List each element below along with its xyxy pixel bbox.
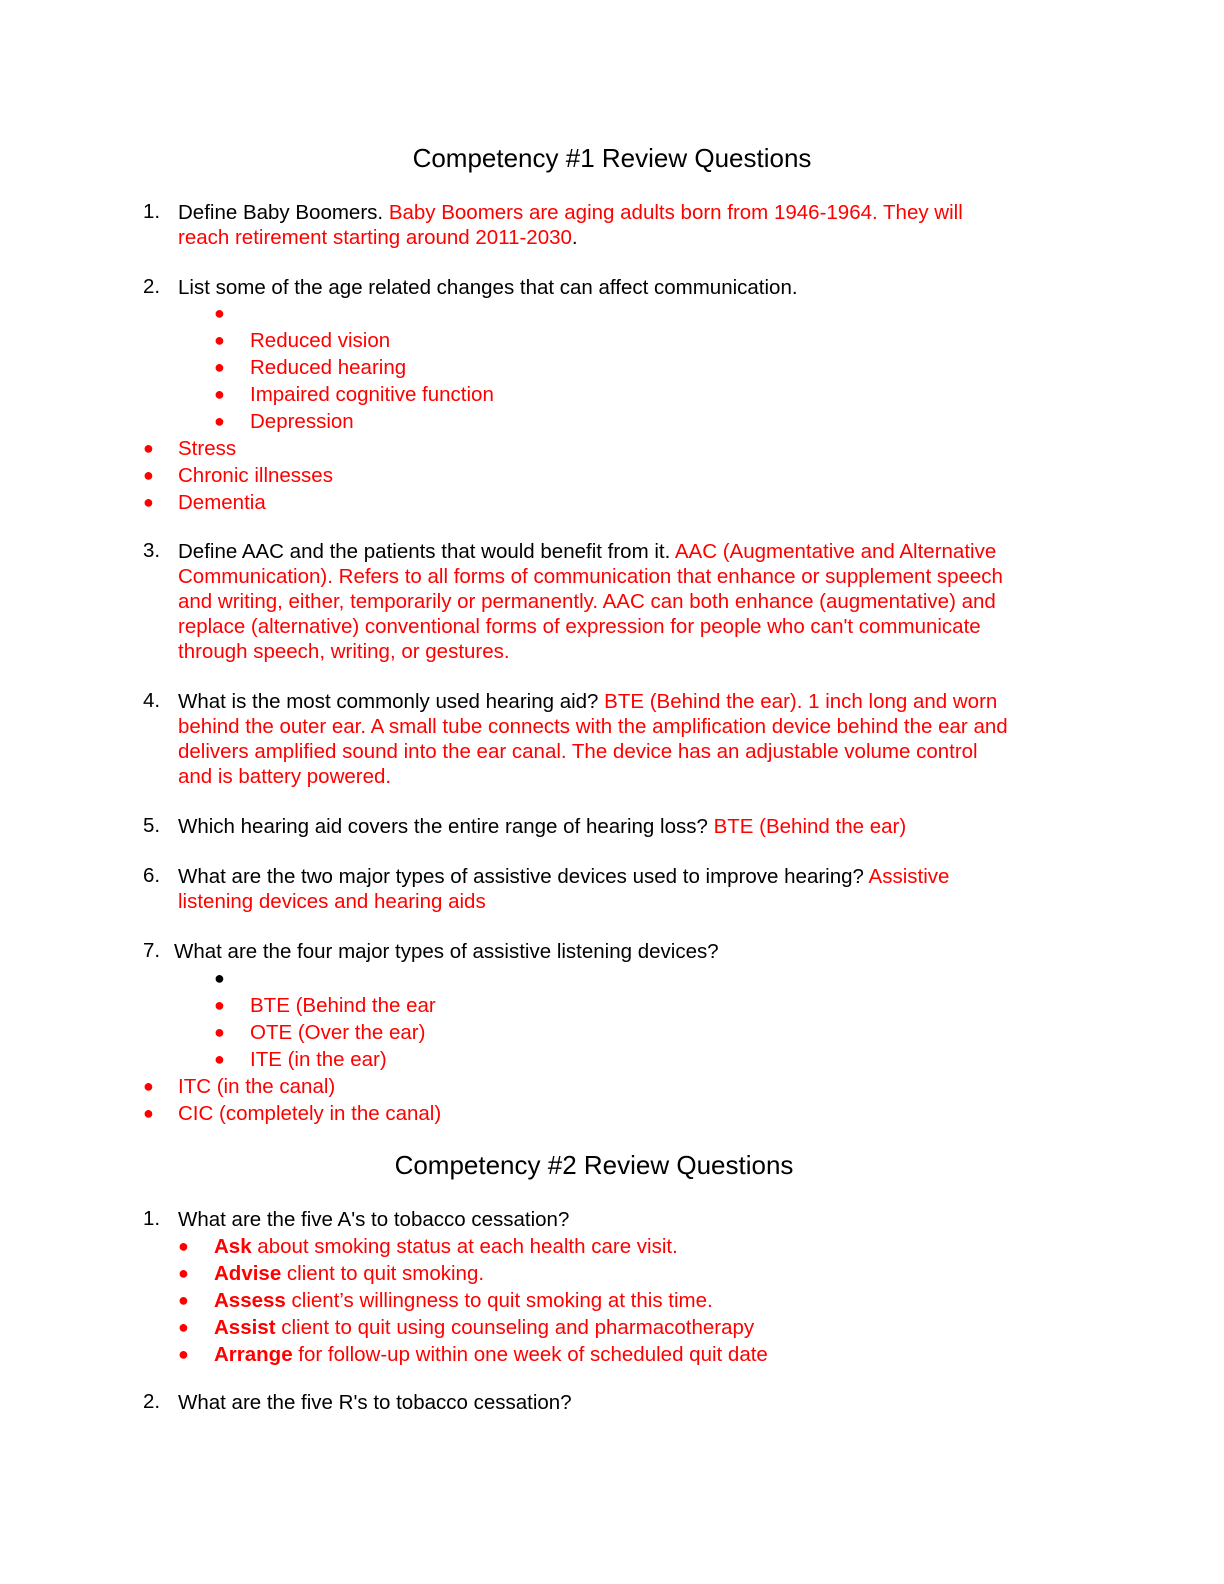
answer-text: BTE (Behind the ear) <box>713 815 907 838</box>
question-text: What are the five R's to tobacco cessation? <box>178 1391 572 1414</box>
list-item: Impaired cognitive function <box>250 383 494 406</box>
list-item <box>214 1315 754 1340</box>
answer-text: reach retirement starting around 2011-2030 <box>178 226 572 249</box>
list-item: ITC (in the canal) <box>178 1075 336 1098</box>
list-item: ITE (in the ear) <box>250 1048 387 1071</box>
list-item: Dementia <box>178 491 266 514</box>
question-number: 5. <box>143 814 161 837</box>
list-item <box>214 1234 678 1259</box>
item-text: for follow-up within one week of scheduled quit date <box>292 1343 768 1366</box>
item-text: client to quit smoking. <box>281 1262 485 1285</box>
answer-text: and writing, either, temporarily or permanently. AAC can both enhance (augmentative) and <box>178 590 996 613</box>
item-keyword: Assist <box>214 1316 276 1339</box>
item-text: about smoking status at each health care visit. <box>251 1235 678 1258</box>
answer-text: through speech, writing, or gestures. <box>178 640 510 663</box>
question-number: 1. <box>143 1207 161 1230</box>
answer-text: Assistive <box>868 865 950 888</box>
bullet-icon: ● <box>178 1344 189 1364</box>
question-text: What are the five A's to tobacco cessation? <box>178 1208 570 1231</box>
punctuation: . <box>571 226 578 249</box>
list-item: Reduced hearing <box>250 356 407 379</box>
bullet-icon: ● <box>214 330 225 350</box>
section-1-title: Competency #1 Review Questions <box>412 143 812 173</box>
bullet-icon: ● <box>143 465 154 485</box>
bullet-icon: ● <box>214 357 225 377</box>
list-item <box>214 1288 713 1313</box>
question-number: 4. <box>143 689 161 712</box>
answer-text: delivers amplified sound into the ear canal. The device has an adjustable volume control <box>178 740 978 763</box>
answer-text: and is battery powered. <box>178 765 392 788</box>
question-text: What are the two major types of assistive devices used to improve hearing? <box>178 865 864 888</box>
list-item: Chronic illnesses <box>178 464 333 487</box>
question-text: List some of the age related changes that can affect communication. <box>178 276 798 299</box>
bullet-icon: ● <box>178 1290 189 1310</box>
list-item: Reduced vision <box>250 329 391 352</box>
item-keyword: Ask <box>214 1235 252 1258</box>
answer-text: listening devices and hearing aids <box>178 890 486 913</box>
question-number: 1. <box>143 200 161 223</box>
bullet-icon: ● <box>214 995 225 1015</box>
answer-text: Baby Boomers are aging adults born from 1946-1964. They will <box>388 201 963 224</box>
item-keyword: Advise <box>214 1262 282 1285</box>
question-number: 3. <box>143 539 161 562</box>
bullet-icon: ● <box>214 1049 225 1069</box>
question-number: 7. <box>143 939 161 962</box>
bullet-icon: ● <box>143 492 154 512</box>
bullet-icon: ● <box>143 438 154 458</box>
bullet-icon: ● <box>178 1236 189 1256</box>
bullet-icon: ● <box>143 1076 154 1096</box>
question-text: What are the four major types of assistive listening devices? <box>174 940 719 963</box>
bullet-icon: ● <box>214 968 225 988</box>
list-item: Stress <box>178 437 237 460</box>
question-text: Define AAC and the patients that would benefit from it. <box>178 540 671 563</box>
answer-text: replace (alternative) conventional forms of expression for people who can't communicate <box>178 615 981 638</box>
question-text: Which hearing aid covers the entire range of hearing loss? <box>178 815 708 838</box>
list-item <box>214 1342 768 1367</box>
bullet-icon: ● <box>214 411 225 431</box>
answer-text: AAC (Augmentative and Alternative <box>674 540 997 563</box>
item-keyword: Assess <box>214 1289 286 1312</box>
item-text: client to quit using counseling and pharmacotherapy <box>275 1316 755 1339</box>
question-number: 2. <box>143 275 161 298</box>
list-item: Depression <box>250 410 354 433</box>
question-text: What is the most commonly used hearing aid? <box>178 690 599 713</box>
answer-text: Communication). Refers to all forms of communication that enhance or supplement speech <box>178 565 1003 588</box>
bullet-icon: ● <box>214 303 225 323</box>
bullet-icon: ● <box>214 384 225 404</box>
item-keyword: Arrange <box>214 1343 293 1366</box>
question-text: Define Baby Boomers. <box>178 201 384 224</box>
bullet-icon: ● <box>178 1263 189 1283</box>
list-item: BTE (Behind the ear <box>250 994 436 1017</box>
answer-text: behind the outer ear. A small tube connects with the amplification device behind the ear and <box>178 715 1008 738</box>
list-item: CIC (completely in the canal) <box>178 1102 442 1125</box>
answer-text: BTE (Behind the ear). 1 inch long and worn <box>604 690 998 713</box>
question-number: 6. <box>143 864 161 887</box>
bullet-icon: ● <box>214 1022 225 1042</box>
bullet-icon: ● <box>143 1103 154 1123</box>
item-text: client’s willingness to quit smoking at this time. <box>285 1289 713 1312</box>
list-item <box>214 1261 484 1286</box>
section-2-title: Competency #2 Review Questions <box>394 1150 794 1180</box>
bullet-icon: ● <box>178 1317 189 1337</box>
question-number: 2. <box>143 1390 161 1413</box>
list-item: OTE (Over the ear) <box>250 1021 426 1044</box>
